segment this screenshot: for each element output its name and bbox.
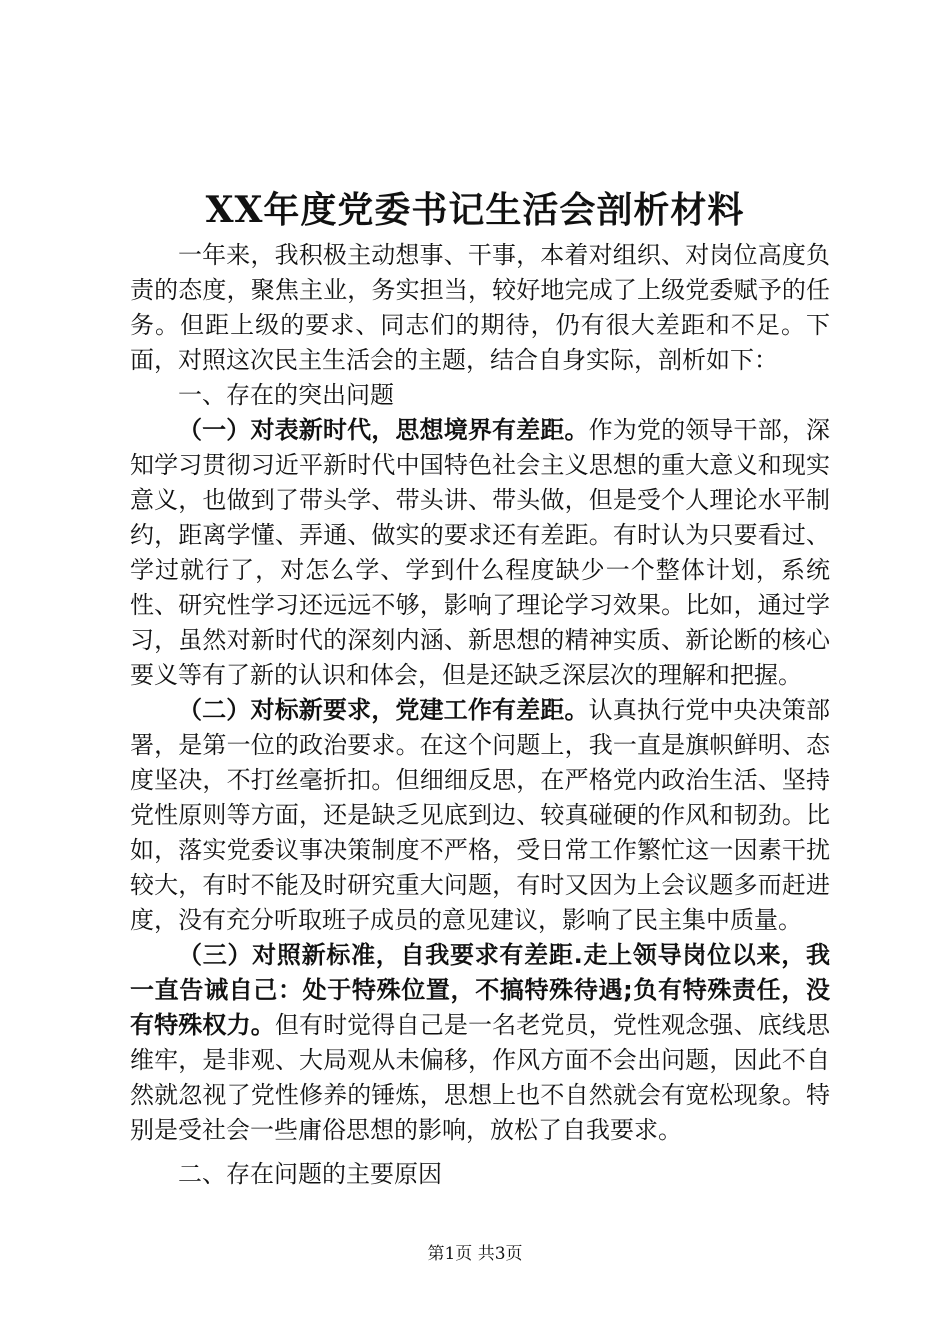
intro-paragraph: 一年来，我积极主动想事、干事，本着对组织、对岗位高度负责的态度，聚焦主业，务实担当，较好地完成了上级党委赋予的任务。但距上级的要求、同志们的期待，仍有很大差距和不足。下面，对照这次民主生活会的主题，结合自身实际，剖析如下： — [130, 241, 830, 374]
page-footer: 第1页 共3页 — [427, 1244, 523, 1264]
problem-paragraph-3 — [130, 938, 830, 1148]
problem-3-body: 但有时觉得自己是一名老党员，党性观念强、底线思维牢，是非观、大局观从未偏移，作风方面不会出问题，因此不自然就忽视了党性修养的锤炼，思想上也不自然就会有宽松现象。特别是受社会一些庸俗思想的影响，放松了自我要求。 — [130, 1011, 831, 1144]
problem-2-body: 认真执行党中央决策部署，是第一位的政治要求。在这个问题上，我一直是旗帜鲜明、态度坚决，不打丝毫折扣。但细细反思，在严格党内政治生活、坚持党性原则等方面，还是缺乏见底到边、较真碰硬的作风和韧劲。比如，落实党委议事决策制度不严格，受日常工作繁忙这一因素干扰较大，有时不能及时研究重大问题，有时又因为上会议题多而赶进度，没有充分听取班子成员的意见建议，影响了民主集中质量。 — [130, 696, 831, 934]
section-heading-causes: 二、存在问题的主要原因 — [178, 1160, 442, 1188]
problem-3-lead: （三）对照新标准，自我要求有差距.走上领导岗位以来，我一直告诫自己：处于特殊位置，不搞特殊待遇;负有特殊责任，没有特殊权力。 — [130, 941, 830, 1039]
problem-paragraph-1 — [130, 413, 830, 693]
document-body — [130, 238, 830, 1192]
document-title: XX年度党委书记生活会剖析材料 — [205, 189, 745, 231]
problem-2-lead: （二）对标新要求，党建工作有差距。 — [178, 696, 589, 724]
problem-paragraph-2 — [130, 693, 830, 938]
section-heading-problems: 一、存在的突出问题 — [178, 381, 394, 409]
problem-1-lead: （一）对表新时代，思想境界有差距。 — [178, 416, 589, 444]
problem-1-body: 作为党的领导干部，深知学习贯彻习近平新时代中国特色社会主义思想的重大意义和现实意义，也做到了带头学、带头讲、带头做，但是受个人理论水平制约，距离学懂、弄通、做实的要求还有差距。有时认为只要看过、学过就行了，对怎么学、学到什么程度缺少一个整体计划，系统性、研究性学习还远远不够，影响了理论学习效果。比如，通过学习，虽然对新时代的深刻内涵、新思想的精神实质、新论断的核心要义等有了新的认识和体会，但是还缺乏深层次的理解和把握。 — [130, 416, 831, 689]
